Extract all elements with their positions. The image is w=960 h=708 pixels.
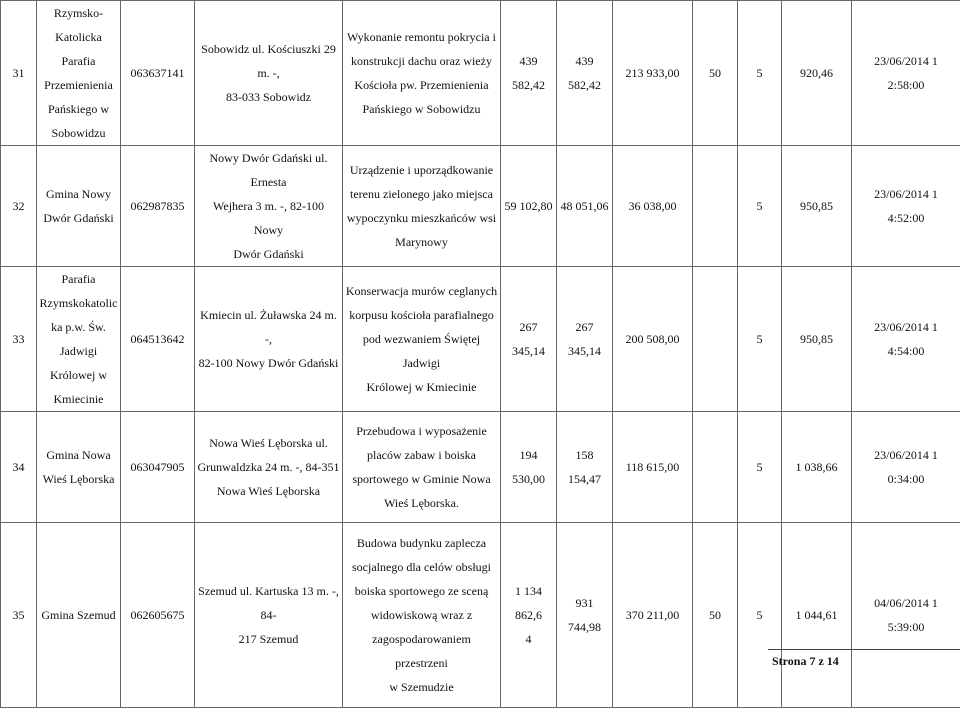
eligible-cost: 158 154,47 [557, 412, 613, 523]
regon-number: 062987835 [121, 146, 195, 267]
cell-line: Przebudowa i wyposażenie [345, 419, 498, 443]
beneficiary-address [195, 412, 343, 523]
cell-line: Dwór Gdański [39, 206, 118, 230]
cell-line: Rzymskokatolic [39, 291, 118, 315]
cell-line: Królowej w Kmiecinie [345, 375, 498, 399]
submission-datetime [852, 1, 960, 146]
project-title [343, 146, 501, 267]
total-cost: 439 582,42 [501, 1, 557, 146]
cofinancing-percent [693, 267, 738, 412]
row-number: 31 [1, 1, 37, 146]
regon-number: 062605675 [121, 523, 195, 708]
cell-line: wypoczynku mieszkańców wsi [345, 206, 498, 230]
page-number: Strona 7 z 14 [772, 655, 839, 667]
table-row [1, 267, 960, 412]
cell-line: Parafia [39, 267, 118, 291]
cell-line: Królowej w [39, 363, 118, 387]
points: 950,85 [782, 267, 852, 412]
row-number: 32 [1, 146, 37, 267]
cell-line: Konserwacja murów ceglanych [345, 279, 498, 303]
cell-line: Przemienienia [39, 73, 118, 97]
grant-amount: 36 038,00 [613, 146, 693, 267]
grant-amount: 118 615,00 [613, 412, 693, 523]
cell-line: Kmiecin ul. Żuławska 24 m. -, [197, 303, 340, 351]
points: 920,46 [782, 1, 852, 146]
score: 5 [738, 523, 782, 708]
score: 5 [738, 267, 782, 412]
beneficiary-address [195, 146, 343, 267]
project-title [343, 1, 501, 146]
total-cost: 194 530,00 [501, 412, 557, 523]
row-number: 34 [1, 412, 37, 523]
points: 1 044,61 [782, 523, 852, 708]
cell-line: Wejhera 3 m. -, 82-100 Nowy [197, 194, 340, 242]
cell-line: socjalnego dla celów obsługi [345, 555, 498, 579]
grant-amount: 370 211,00 [613, 523, 693, 708]
total-cost: 59 102,80 [501, 146, 557, 267]
cell-line: terenu zielonego jako miejsca [345, 182, 498, 206]
beneficiary-name [37, 412, 121, 523]
cell-line: Nowy Dwór Gdański ul. Ernesta [197, 146, 340, 194]
cell-line: Sobowidz ul. Kościuszki 29 m. -, [197, 37, 340, 85]
beneficiary-name [37, 267, 121, 412]
footer-rule [768, 649, 960, 650]
cell-line: 23/06/2014 1 [854, 49, 958, 73]
cell-line: Sobowidzu [39, 121, 118, 145]
cell-line: korpusu kościoła parafialnego [345, 303, 498, 327]
score: 5 [738, 412, 782, 523]
beneficiary-name [37, 523, 121, 708]
cell-line: zagospodarowaniem przestrzeni [345, 627, 498, 675]
beneficiary-address [195, 267, 343, 412]
cell-line: Kmiecinie [39, 387, 118, 411]
cell-line: Szemud ul. Kartuska 13 m. -, 84- [197, 579, 340, 627]
project-title [343, 267, 501, 412]
cofinancing-percent [693, 146, 738, 267]
cell-line: 23/06/2014 1 [854, 315, 958, 339]
row-number: 33 [1, 267, 37, 412]
project-title [343, 523, 501, 708]
cell-line: Marynowy [345, 230, 498, 254]
cell-line: Dwór Gdański [197, 242, 340, 266]
cell-line: w Szemudzie [345, 675, 498, 699]
eligible-cost: 267 345,14 [557, 267, 613, 412]
grant-amount: 200 508,00 [613, 267, 693, 412]
table-row [1, 1, 960, 146]
submission-datetime [852, 146, 960, 267]
cell-line: Pańskiego w [39, 97, 118, 121]
cell-line: 4 [503, 627, 554, 651]
points: 950,85 [782, 146, 852, 267]
eligible-cost: 439 582,42 [557, 1, 613, 146]
regon-number: 063637141 [121, 1, 195, 146]
grant-amount: 213 933,00 [613, 1, 693, 146]
cell-line: Gmina Nowa [39, 443, 118, 467]
row-number: 35 [1, 523, 37, 708]
regon-number: 063047905 [121, 412, 195, 523]
cell-line: 23/06/2014 1 [854, 443, 958, 467]
cell-line: Grunwaldzka 24 m. -, 84-351 [197, 455, 340, 479]
submission-datetime [852, 267, 960, 412]
cell-line: placów zabaw i boiska [345, 443, 498, 467]
cell-line: Gmina Nowy [39, 182, 118, 206]
cell-line: Pańskiego w Sobowidzu [345, 97, 498, 121]
cell-line: konstrukcji dachu oraz wieży [345, 49, 498, 73]
cell-line: 04/06/2014 1 [854, 591, 958, 615]
cell-line: Kościoła pw. Przemienienia [345, 73, 498, 97]
cell-line: 0:34:00 [854, 467, 958, 491]
cell-line: Nowa Wieś Lęborska ul. [197, 431, 340, 455]
cell-line: 23/06/2014 1 [854, 182, 958, 206]
points: 1 038,66 [782, 412, 852, 523]
cell-line: pod wezwaniem Świętej Jadwigi [345, 327, 498, 375]
cell-line: Parafia [39, 49, 118, 73]
beneficiary-address [195, 1, 343, 146]
table-row [1, 412, 960, 523]
cell-line: Urządzenie i uporządkowanie [345, 158, 498, 182]
cell-line: 4:52:00 [854, 206, 958, 230]
cofinancing-percent: 50 [693, 523, 738, 708]
cell-line: Katolicka [39, 25, 118, 49]
cell-line: 5:39:00 [854, 615, 958, 639]
cell-line: Rzymsko- [39, 1, 118, 25]
cell-line: 1 134 862,6 [503, 579, 554, 627]
cell-line: boiska sportowego ze sceną [345, 579, 498, 603]
cell-line: Gmina Szemud [39, 603, 118, 627]
cell-line: Wieś Lęborska [39, 467, 118, 491]
cell-line: Wykonanie remontu pokrycia i [345, 25, 498, 49]
submission-datetime [852, 412, 960, 523]
table-row [1, 146, 960, 267]
table-row [1, 523, 960, 708]
score: 5 [738, 1, 782, 146]
cell-line: Nowa Wieś Lęborska [197, 479, 340, 503]
cell-line: 2:58:00 [854, 73, 958, 97]
eligible-cost: 48 051,06 [557, 146, 613, 267]
table-body [1, 1, 960, 708]
cofinancing-percent [693, 412, 738, 523]
total-cost [501, 523, 557, 708]
cell-line: Jadwigi [39, 339, 118, 363]
score: 5 [738, 146, 782, 267]
eligible-cost: 931 744,98 [557, 523, 613, 708]
beneficiary-name [37, 146, 121, 267]
cell-line: Budowa budynku zaplecza [345, 531, 498, 555]
beneficiary-name [37, 1, 121, 146]
cofinancing-percent: 50 [693, 1, 738, 146]
submission-datetime [852, 523, 960, 708]
project-title [343, 412, 501, 523]
total-cost: 267 345,14 [501, 267, 557, 412]
cell-line: 82-100 Nowy Dwór Gdański [197, 351, 340, 375]
cell-line: 217 Szemud [197, 627, 340, 651]
cell-line: 4:54:00 [854, 339, 958, 363]
beneficiary-address [195, 523, 343, 708]
cell-line: 83-033 Sobowidz [197, 85, 340, 109]
cell-line: widowiskową wraz z [345, 603, 498, 627]
cell-line: Wieś Lęborska. [345, 491, 498, 515]
cell-line: sportowego w Gminie Nowa [345, 467, 498, 491]
regon-number: 064513642 [121, 267, 195, 412]
cell-line: ka p.w. Św. [39, 315, 118, 339]
